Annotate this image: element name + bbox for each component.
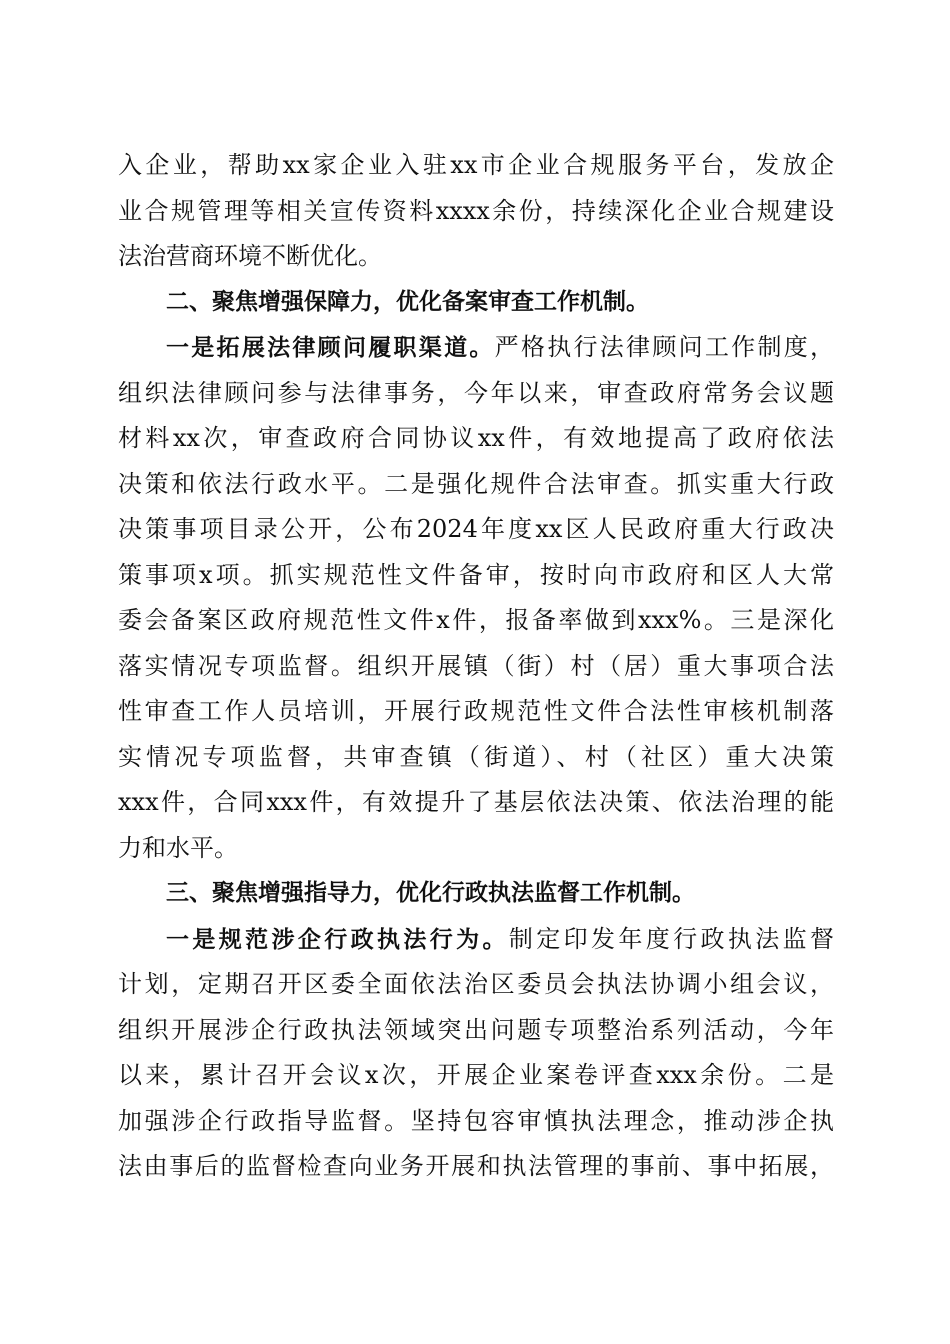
paragraph-line: 组织开展涉企行政执法领域突出问题专项整治系列活动，今年 bbox=[118, 1015, 834, 1044]
section-heading-3: 三、聚焦增强指导力，优化行政执法监督工作机制。 bbox=[166, 880, 695, 906]
paragraph-line: 策事项x项。抓实规范性文件备审，按时向市政府和区人大常 bbox=[118, 560, 834, 589]
paragraph-line: 以来，累计召开会议x次，开展企业案卷评查xxx余份。二是 bbox=[118, 1061, 834, 1089]
paragraph-line: 业合规管理等相关宣传资料xxxx余份，持续深化企业合规建设 bbox=[118, 196, 834, 225]
paragraph-first-line bbox=[118, 917, 834, 963]
paragraph-text: 严格执行法律顾问工作制度， bbox=[494, 333, 834, 361]
paragraph-line: 性审查工作人员培训，开展行政规范性文件合法性审核机制落 bbox=[118, 697, 834, 725]
paragraph-line: 入企业，帮助xx家企业入驻xx市企业合规服务平台，发放企 bbox=[118, 151, 834, 179]
paragraph-line: 决策事项目录公开，公布2024年度xx区人民政府重大行政决 bbox=[118, 515, 834, 543]
document-page bbox=[118, 143, 834, 1190]
lead-phrase: 一是拓展法律顾问履职渠道。 bbox=[166, 335, 495, 361]
paragraph-line: 加强涉企行政指导监督。坚持包容审慎执法理念，推动涉企执 bbox=[118, 1106, 834, 1135]
paragraph-line: 计划，定期召开区委全面依法治区委员会执法协调小组会议， bbox=[118, 970, 834, 998]
section-heading-2: 二、聚焦增强保障力，优化备案审查工作机制。 bbox=[166, 288, 649, 315]
paragraph-first-line bbox=[118, 325, 834, 371]
paragraph-line: xxx件，合同xxx件，有效提升了基层依法决策、依法治理的能 bbox=[118, 788, 834, 816]
paragraph-line: 材料xx次，审查政府合同协议xx件，有效地提高了政府依法 bbox=[118, 424, 834, 452]
paragraph-line: 决策和依法行政水平。二是强化规件合法审查。抓实重大行政 bbox=[118, 469, 834, 498]
paragraph-line: 法治营商环境不断优化。 bbox=[118, 242, 382, 270]
paragraph-line: 力和水平。 bbox=[118, 833, 238, 862]
paragraph-line: 实情况专项监督，共审查镇（街道）、村（社区）重大决策 bbox=[118, 742, 834, 771]
paragraph-line: 法由事后的监督检查向业务开展和执法管理的事前、事中拓展， bbox=[118, 1152, 834, 1180]
paragraph-text: 制定印发年度行政执法监督 bbox=[508, 924, 834, 953]
paragraph-line: 落实情况专项监督。组织开展镇（街）村（居）重大事项合法 bbox=[118, 651, 834, 680]
paragraph-line: 委会备案区政府规范性文件x件，报备率做到xxx%。三是深化 bbox=[118, 606, 834, 634]
lead-phrase: 一是规范涉企行政执法行为。 bbox=[166, 926, 509, 953]
paragraph-line: 组织法律顾问参与法律事务，今年以来，审查政府常务会议题 bbox=[118, 378, 834, 407]
